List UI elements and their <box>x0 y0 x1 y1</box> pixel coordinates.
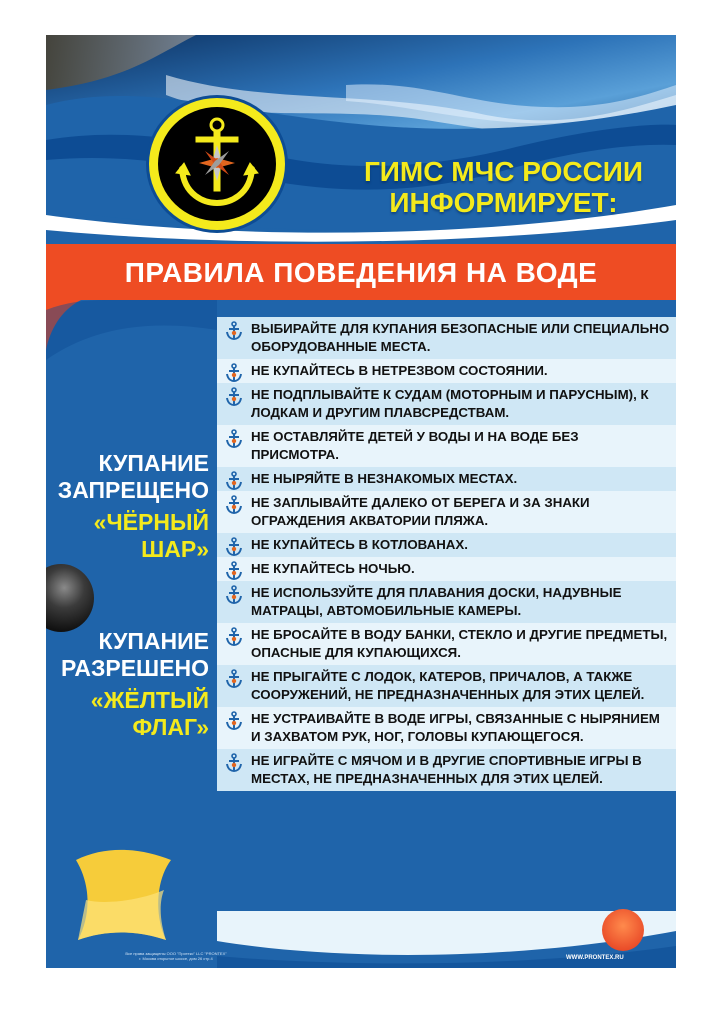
rule-item <box>217 317 676 359</box>
yellow-flag-label <box>46 687 209 741</box>
rule-item <box>217 623 676 665</box>
anchor-icon <box>224 753 244 773</box>
anchor-icon <box>224 669 244 689</box>
anchor-icon <box>224 561 244 581</box>
organization-title <box>331 156 676 218</box>
main-title: ПРАВИЛА ПОВЕДЕНИЯ НА ВОДЕ <box>124 257 598 288</box>
rule-text: НЕ ИСПОЛЬЗУЙТЕ ДЛЯ ПЛАВАНИЯ ДОСКИ, НАДУВНЫЕ МАТРАЦЫ, АВТОМОБИЛЬНЫЕ КАМЕРЫ. <box>251 585 622 618</box>
rule-item <box>217 665 676 707</box>
organization-title-line1: ГИМС МЧС РОССИИ <box>363 156 644 187</box>
rules-list <box>217 317 676 791</box>
copyright-line1: Все права защищены ООО "Протекс" LLC "PRONTEX" <box>125 951 227 956</box>
sun-decoration <box>602 909 644 951</box>
anchor-icon <box>224 321 244 341</box>
anchor-icon <box>224 585 244 605</box>
rule-item <box>217 557 676 581</box>
copyright <box>76 951 276 961</box>
black-ball-label <box>46 509 209 563</box>
allow-sign-line1: «ЖЁЛТЫЙ <box>90 687 209 713</box>
rule-text: НЕ НЫРЯЙТЕ В НЕЗНАКОМЫХ МЕСТАХ. <box>251 471 518 486</box>
rule-text: НЕ КУПАЙТЕСЬ В КОТЛОВАНАХ. <box>251 537 468 552</box>
poster <box>46 35 676 968</box>
swimming-allowed-label <box>46 628 209 682</box>
anchor-icon <box>224 537 244 557</box>
rule-item <box>217 749 676 791</box>
anchor-icon <box>224 711 244 731</box>
allow-sign-line2: ФЛАГ» <box>132 714 209 740</box>
anchor-icon <box>224 627 244 647</box>
ban-line2: ЗАПРЕЩЕНО <box>57 477 209 503</box>
rule-item <box>217 467 676 491</box>
rule-item <box>217 491 676 533</box>
rule-text: НЕ ЗАПЛЫВАЙТЕ ДАЛЕКО ОТ БЕРЕГА И ЗА ЗНАКИ ОГРАЖДЕНИЯ АКВАТОРИИ ПЛЯЖА. <box>251 495 590 528</box>
rule-item <box>217 581 676 623</box>
anchor-icon <box>224 363 244 383</box>
rule-item <box>217 359 676 383</box>
rule-text: НЕ ОСТАВЛЯЙТЕ ДЕТЕЙ У ВОДЫ И НА ВОДЕ БЕЗ ПРИСМОТРА. <box>251 429 579 462</box>
website-link[interactable]: WWW.PRONTEX.RU <box>566 955 624 961</box>
rule-text: НЕ КУПАЙТЕСЬ В НЕТРЕЗВОМ СОСТОЯНИИ. <box>251 363 548 378</box>
ban-line1: КУПАНИЕ <box>98 450 209 476</box>
anchor-icon <box>224 387 244 407</box>
rule-text: НЕ УСТРАИВАЙТЕ В ВОДЕ ИГРЫ, СВЯЗАННЫЕ С НЫРЯНИЕМ И ЗАХВАТОМ РУК, НОГ, ГОЛОВЫ КУПАЮЩЕГОСЯ. <box>251 711 660 744</box>
rule-item <box>217 383 676 425</box>
ban-sign-line2: ШАР» <box>141 536 209 562</box>
rule-text: ВЫБИРАЙТЕ ДЛЯ КУПАНИЯ БЕЗОПАСНЫЕ ИЛИ СПЕЦИАЛЬНО ОБОРУДОВАННЫЕ МЕСТА. <box>251 321 670 354</box>
rule-item <box>217 533 676 557</box>
anchor-icon <box>224 429 244 449</box>
rule-item <box>217 425 676 467</box>
rule-item <box>217 707 676 749</box>
rule-text: НЕ ПРЫГАЙТЕ С ЛОДОК, КАТЕРОВ, ПРИЧАЛОВ, А ТАКЖЕ СООРУЖЕНИЙ, НЕ ПРЕДНАЗНАЧЕННЫХ ДЛЯ ЭТИХ ЦЕЛЕЙ. <box>251 669 645 702</box>
rule-text: НЕ БРОСАЙТЕ В ВОДУ БАНКИ, СТЕКЛО И ДРУГИЕ ПРЕДМЕТЫ, ОПАСНЫЕ ДЛЯ КУПАЮЩИХСЯ. <box>251 627 668 660</box>
rule-text: НЕ ИГРАЙТЕ С МЯЧОМ И В ДРУГИЕ СПОРТИВНЫЕ ИГРЫ В МЕСТАХ, НЕ ПРЕДНАЗНАЧЕННЫХ ДЛЯ ЭТИХ ЦЕЛЕЙ. <box>251 753 642 786</box>
swimming-prohibited-label <box>46 450 209 504</box>
allow-line1: КУПАНИЕ <box>98 628 209 654</box>
rule-text: НЕ ПОДПЛЫВАЙТЕ К СУДАМ (МОТОРНЫМ И ПАРУСНЫМ), К ЛОДКАМ И ДРУГИМ ПЛАВСРЕДСТВАМ. <box>251 387 649 420</box>
copyright-line2: г. Москва открытое шоссе, дом 26 стр.4 <box>139 956 213 961</box>
emblem-badge <box>149 98 285 230</box>
anchor-icon <box>224 471 244 491</box>
organization-title-line2: ИНФОРМИРУЕТ: <box>389 187 618 218</box>
anchor-icon <box>224 495 244 515</box>
anchor-compass-icon <box>158 107 276 221</box>
rule-text: НЕ КУПАЙТЕСЬ НОЧЬЮ. <box>251 561 415 576</box>
ban-sign-line1: «ЧЁРНЫЙ <box>93 509 209 535</box>
allow-line2: РАЗРЕШЕНО <box>61 655 209 681</box>
